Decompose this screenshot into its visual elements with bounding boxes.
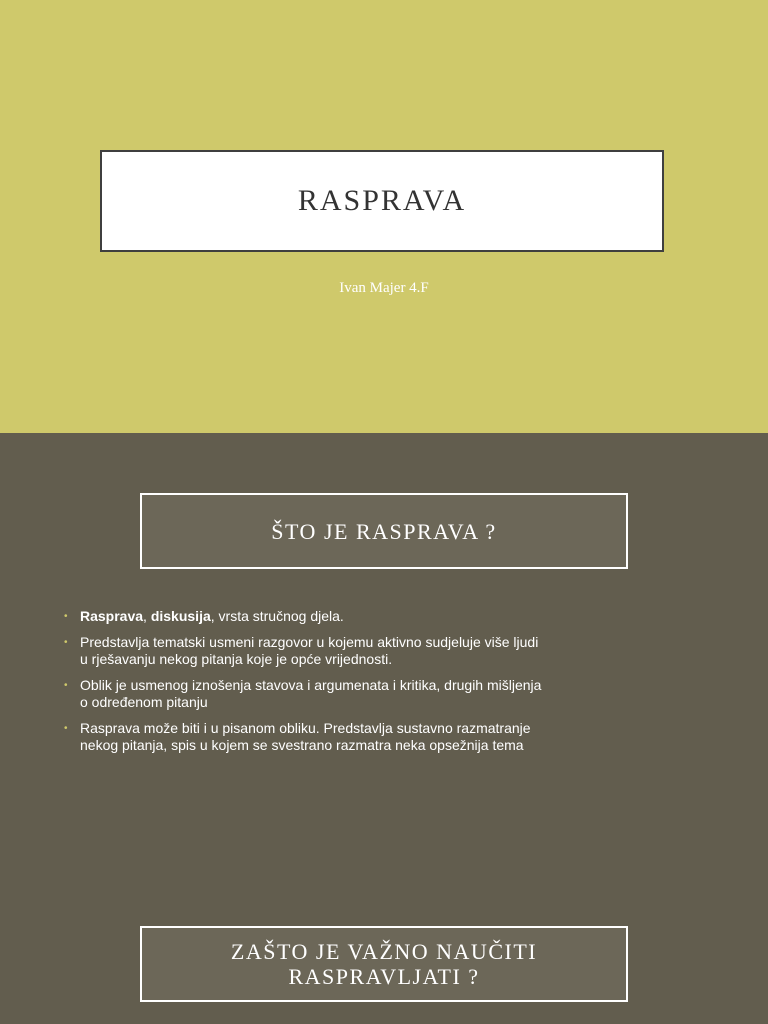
section-heading: ŠTO JE RASPRAVA ?: [271, 518, 497, 544]
list-item-text: Oblik je usmenog iznošenja stavova i argumenata i kritika, drugih mišljenja o određenom pitanju: [80, 676, 542, 710]
bullet-icon: •: [64, 611, 68, 622]
list-item: [62, 677, 542, 712]
slide-title: RASPRAVA: [297, 184, 467, 217]
list-item-text: Rasprava može biti i u pisanom obliku. Predstavlja sustavno razmatranje nekog pitanja, spis u kojem se svestrano razmatra neka opsežnija tema: [80, 719, 531, 753]
list-item-text: , vrsta stručnog djela.: [210, 608, 344, 624]
separator: ,: [143, 608, 151, 624]
bullet-icon: •: [64, 679, 68, 691]
list-item-text: Predstavlja tematski usmeni razgovor u kojemu aktivno sudjeluje više ljudi u rješavanju nekog pitanja koje je opće vrijednosti.: [80, 633, 539, 667]
title-box: [100, 150, 664, 252]
heading-line: RASPRAVLJATI ?: [288, 964, 480, 989]
bold-term: Rasprava: [80, 608, 144, 624]
list-item: [62, 720, 542, 755]
list-item: [62, 634, 542, 669]
section-heading-box: [140, 926, 628, 1002]
bold-term: diskusija: [150, 608, 211, 624]
section-heading: [231, 939, 537, 989]
title-slide: [0, 0, 768, 433]
bullet-icon: •: [64, 722, 68, 734]
content-slide: [0, 433, 768, 1024]
bullet-list: [62, 608, 542, 763]
section-heading-box: [140, 493, 628, 569]
bullet-icon: •: [64, 636, 68, 648]
list-item: [62, 608, 542, 626]
author-subtitle: Ivan Majer 4.F: [339, 280, 429, 296]
heading-line: ZAŠTO JE VAŽNO NAUČITI: [230, 939, 538, 964]
